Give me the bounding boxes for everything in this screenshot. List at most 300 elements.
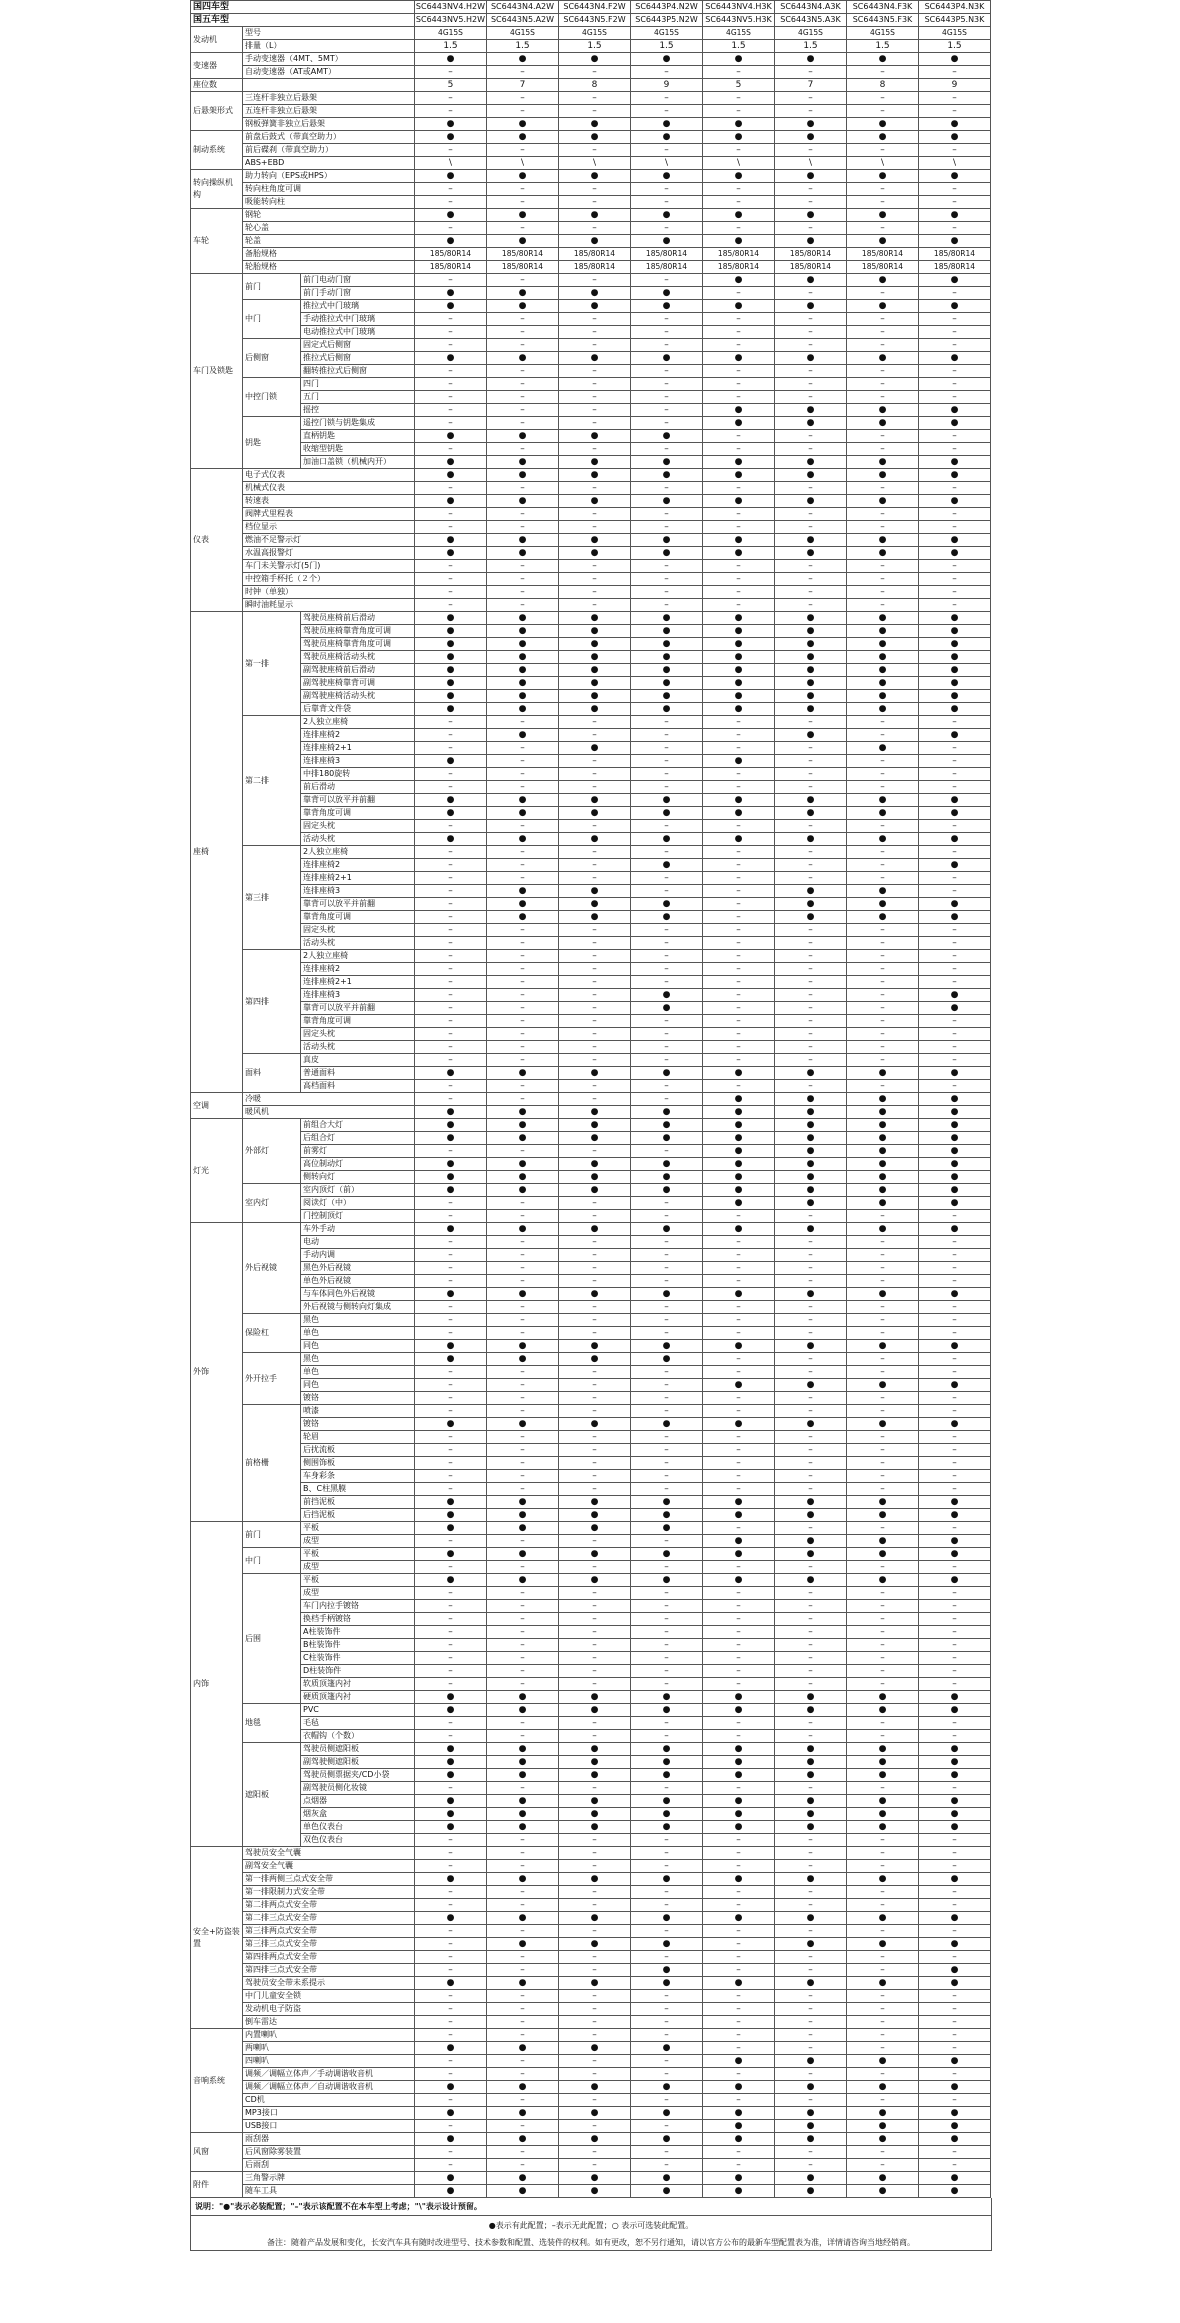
spec-value: ● (847, 1912, 919, 1925)
spec-value: – (847, 1301, 919, 1314)
spec-value: ● (847, 1496, 919, 1509)
spec-value: – (487, 1431, 559, 1444)
spec-value: – (631, 1483, 703, 1496)
spec-value: ● (847, 417, 919, 430)
spec-value: ● (919, 1223, 991, 1236)
spec-value: ● (487, 300, 559, 313)
spec-value: ● (703, 1158, 775, 1171)
spec-value: – (631, 1613, 703, 1626)
spec-value: ● (415, 612, 487, 625)
spec-value: \ (847, 157, 919, 170)
spec-value: – (487, 599, 559, 612)
spec-value: ● (847, 1509, 919, 1522)
spec-value: ● (487, 1067, 559, 1080)
spec-value: ● (847, 1938, 919, 1951)
spec-value: – (847, 1925, 919, 1938)
spec-value: – (631, 1925, 703, 1938)
spec-value: ● (631, 1691, 703, 1704)
spec-value: – (703, 1392, 775, 1405)
spec-value: ● (919, 352, 991, 365)
spec-value: ● (487, 1288, 559, 1301)
spec-value: ● (415, 430, 487, 443)
spec-value: – (415, 1561, 487, 1574)
spec-value: – (775, 989, 847, 1002)
spec-value: – (487, 1314, 559, 1327)
model-g5: SC6443NV5.H2W (415, 14, 487, 27)
spec-value: – (559, 2146, 631, 2159)
spec-row (191, 1769, 991, 1782)
spec-value: ● (415, 1977, 487, 1990)
spec-value: ● (703, 53, 775, 66)
spec-value: – (631, 222, 703, 235)
item-label: 后靠背文件袋 (301, 703, 415, 716)
spec-value: – (847, 378, 919, 391)
spec-value: ● (631, 456, 703, 469)
spec-value: 4G15S (559, 27, 631, 40)
spec-value: ● (415, 703, 487, 716)
spec-value: 5 (703, 79, 775, 92)
spec-value: ● (919, 1743, 991, 1756)
spec-value: ● (919, 1769, 991, 1782)
spec-value: – (847, 1561, 919, 1574)
spec-value: ● (559, 638, 631, 651)
spec-row (191, 2081, 991, 2094)
spec-value: – (919, 1626, 991, 1639)
spec-row (191, 1015, 991, 1028)
spec-value: – (775, 1080, 847, 1093)
spec-value: – (847, 1730, 919, 1743)
spec-row (191, 1418, 991, 1431)
spec-value: ● (559, 677, 631, 690)
spec-value: 4G15S (415, 27, 487, 40)
spec-row (191, 833, 991, 846)
item-label: 轮心盖 (243, 222, 415, 235)
spec-value: ● (631, 1496, 703, 1509)
spec-value: – (847, 716, 919, 729)
spec-value: – (487, 755, 559, 768)
spec-value: ● (775, 131, 847, 144)
spec-value: – (559, 1236, 631, 1249)
spec-value: – (415, 898, 487, 911)
spec-value: 185/80R14 (487, 261, 559, 274)
model-g5: SC6443P5.N2W (631, 14, 703, 27)
spec-value: – (487, 1249, 559, 1262)
spec-row (191, 313, 991, 326)
spec-value: ● (631, 625, 703, 638)
item-label: D柱装饰件 (301, 1665, 415, 1678)
spec-value: ● (631, 547, 703, 560)
spec-row (191, 300, 991, 313)
spec-value: – (415, 729, 487, 742)
spec-value: ● (415, 1158, 487, 1171)
spec-value: – (775, 846, 847, 859)
spec-value: ● (559, 1743, 631, 1756)
spec-value: ● (415, 1548, 487, 1561)
spec-value: – (847, 144, 919, 157)
spec-value: ● (847, 2172, 919, 2185)
spec-value: – (919, 391, 991, 404)
item-label: 手动推拉式中门玻璃 (301, 313, 415, 326)
item-label: 双色仪表台 (301, 1834, 415, 1847)
spec-value: ● (847, 2107, 919, 2120)
spec-value: ● (703, 794, 775, 807)
spec-value: ● (703, 2172, 775, 2185)
spec-value: – (559, 989, 631, 1002)
spec-row (191, 521, 991, 534)
spec-value: – (559, 508, 631, 521)
item-label: 吸能转向柱 (243, 196, 415, 209)
item-label: 连排座椅2+1 (301, 872, 415, 885)
item-label: 三连杆非独立后悬架 (243, 92, 415, 105)
item-label: 点烟器 (301, 1795, 415, 1808)
spec-value: – (559, 599, 631, 612)
spec-value: – (919, 2016, 991, 2029)
spec-value: – (415, 1197, 487, 1210)
spec-value: – (775, 1522, 847, 1535)
spec-value: – (487, 1301, 559, 1314)
spec-row (191, 274, 991, 287)
spec-value: ● (919, 1977, 991, 1990)
spec-value: – (487, 1678, 559, 1691)
spec-value: – (775, 339, 847, 352)
spec-value: ● (631, 1743, 703, 1756)
group-label: 中控门锁 (243, 378, 301, 417)
spec-value: ● (703, 1288, 775, 1301)
spec-value: ● (703, 1808, 775, 1821)
spec-value: – (919, 872, 991, 885)
spec-row (191, 1730, 991, 1743)
spec-row (191, 729, 991, 742)
item-label: 机械式仪表 (243, 482, 415, 495)
spec-value: – (559, 1613, 631, 1626)
spec-value: – (559, 1951, 631, 1964)
spec-value: ● (703, 131, 775, 144)
item-label: 镀铬 (301, 1418, 415, 1431)
spec-row (191, 391, 991, 404)
spec-row (191, 1847, 991, 1860)
spec-value: ● (415, 287, 487, 300)
spec-value: ● (703, 209, 775, 222)
spec-value: – (559, 183, 631, 196)
spec-value: ● (559, 1132, 631, 1145)
spec-value: ● (919, 547, 991, 560)
spec-value: – (775, 1860, 847, 1873)
spec-value: ● (847, 1418, 919, 1431)
spec-value: ● (847, 1821, 919, 1834)
spec-value: – (631, 1366, 703, 1379)
section-label: 内饰 (191, 1522, 243, 1847)
spec-value: – (487, 339, 559, 352)
spec-value: ● (487, 1912, 559, 1925)
spec-value: ● (703, 1418, 775, 1431)
spec-value: – (775, 365, 847, 378)
spec-row (191, 846, 991, 859)
spec-value: – (631, 417, 703, 430)
spec-value: ● (487, 833, 559, 846)
spec-value: ● (919, 833, 991, 846)
item-label: 活动头枕 (301, 937, 415, 950)
spec-value: – (703, 872, 775, 885)
spec-value: – (847, 1275, 919, 1288)
spec-value: – (631, 1379, 703, 1392)
spec-value: – (775, 1665, 847, 1678)
spec-value: ● (847, 651, 919, 664)
spec-value: 185/80R14 (775, 261, 847, 274)
spec-value: ● (631, 898, 703, 911)
spec-value: – (487, 1587, 559, 1600)
spec-value: ● (703, 833, 775, 846)
item-label: 后雨刮 (243, 2159, 415, 2172)
item-label: C柱装饰件 (301, 1652, 415, 1665)
spec-value: ● (919, 1197, 991, 1210)
spec-value: ● (775, 729, 847, 742)
spec-value: ● (631, 859, 703, 872)
spec-value: – (631, 1236, 703, 1249)
spec-value: – (775, 573, 847, 586)
spec-value: – (847, 950, 919, 963)
spec-value: ● (415, 1067, 487, 1080)
spec-value: – (559, 586, 631, 599)
spec-value: ● (703, 118, 775, 131)
spec-value: – (415, 2029, 487, 2042)
spec-value: – (415, 1652, 487, 1665)
spec-value: 7 (487, 79, 559, 92)
spec-value: 5 (415, 79, 487, 92)
spec-value: – (415, 144, 487, 157)
spec-value: – (919, 521, 991, 534)
spec-value: – (487, 144, 559, 157)
spec-value: – (919, 1678, 991, 1691)
spec-value: ● (631, 1704, 703, 1717)
spec-value: ● (775, 1197, 847, 1210)
spec-row (191, 235, 991, 248)
spec-value: – (415, 404, 487, 417)
spec-value: – (415, 1613, 487, 1626)
spec-value: – (487, 989, 559, 1002)
spec-value: ● (631, 1756, 703, 1769)
spec-row (191, 2029, 991, 2042)
spec-value: ● (631, 2081, 703, 2094)
spec-value: – (415, 963, 487, 976)
spec-value: – (415, 2003, 487, 2016)
section-label: 外饰 (191, 1223, 243, 1522)
spec-value: – (919, 1639, 991, 1652)
spec-row (191, 1990, 991, 2003)
spec-value: ● (919, 2120, 991, 2133)
section-label: 空调 (191, 1093, 243, 1119)
spec-value: – (559, 1717, 631, 1730)
spec-value: – (703, 820, 775, 833)
item-label: 单色 (301, 1366, 415, 1379)
spec-value: ● (487, 287, 559, 300)
spec-value: – (919, 1860, 991, 1873)
spec-value: – (415, 1951, 487, 1964)
spec-value: ● (487, 1548, 559, 1561)
group-label: 外开拉手 (243, 1353, 301, 1405)
spec-value: – (415, 1405, 487, 1418)
spec-value: ● (487, 885, 559, 898)
spec-value: – (631, 1899, 703, 1912)
item-label: 驾驶员侧票据夹/CD小袋 (301, 1769, 415, 1782)
spec-value: ● (559, 1548, 631, 1561)
item-label: 前挡泥板 (301, 1496, 415, 1509)
spec-value: – (415, 1834, 487, 1847)
spec-value: – (703, 1470, 775, 1483)
spec-row (191, 1340, 991, 1353)
spec-value: – (703, 1990, 775, 2003)
spec-value: – (487, 1236, 559, 1249)
spec-value: – (415, 976, 487, 989)
spec-row (191, 1938, 991, 1951)
spec-value: ● (847, 2185, 919, 2198)
spec-value: – (703, 508, 775, 521)
spec-value: ● (775, 807, 847, 820)
spec-value: – (703, 560, 775, 573)
spec-row (191, 677, 991, 690)
spec-value: ● (703, 1704, 775, 1717)
spec-value: – (919, 1652, 991, 1665)
spec-value: ● (559, 885, 631, 898)
spec-value: – (775, 482, 847, 495)
spec-value: – (775, 2003, 847, 2016)
spec-value: – (487, 768, 559, 781)
spec-row (191, 2133, 991, 2146)
spec-value: – (847, 820, 919, 833)
spec-value: – (847, 859, 919, 872)
spec-value: ● (847, 1067, 919, 1080)
spec-row (191, 599, 991, 612)
group-label: 后侧窗 (243, 339, 301, 378)
spec-value: – (487, 183, 559, 196)
spec-value: ● (847, 1379, 919, 1392)
spec-row (191, 508, 991, 521)
spec-value: – (847, 729, 919, 742)
spec-value: – (775, 1041, 847, 1054)
spec-value: – (631, 1444, 703, 1457)
spec-value: ● (703, 2120, 775, 2133)
spec-value: – (487, 1990, 559, 2003)
spec-value: ● (919, 1808, 991, 1821)
spec-value: ● (703, 1743, 775, 1756)
spec-value: – (559, 326, 631, 339)
spec-value: – (847, 1717, 919, 1730)
spec-value: – (487, 937, 559, 950)
model-g5: SC6443N5.F3K (847, 14, 919, 27)
spec-value: – (487, 2094, 559, 2107)
spec-value: – (775, 1613, 847, 1626)
spec-value: – (703, 2068, 775, 2081)
spec-row (191, 2055, 991, 2068)
spec-value: – (631, 1314, 703, 1327)
spec-value: ● (919, 2107, 991, 2120)
spec-value: – (559, 1535, 631, 1548)
spec-value: ● (487, 235, 559, 248)
group-label: 钥匙 (243, 417, 301, 469)
spec-value: ● (919, 53, 991, 66)
spec-value: – (703, 1275, 775, 1288)
spec-value: – (631, 1886, 703, 1899)
spec-value: ● (415, 1795, 487, 1808)
spec-row (191, 1886, 991, 1899)
spec-value: ● (775, 1418, 847, 1431)
spec-value: ● (631, 612, 703, 625)
spec-value: – (415, 1366, 487, 1379)
spec-value: ● (703, 1795, 775, 1808)
spec-value: – (415, 1626, 487, 1639)
spec-value: 185/80R14 (847, 248, 919, 261)
spec-value: – (415, 1782, 487, 1795)
spec-value: – (487, 1639, 559, 1652)
spec-value: – (847, 430, 919, 443)
spec-value: ● (487, 911, 559, 924)
spec-value: – (775, 1730, 847, 1743)
spec-value: – (631, 378, 703, 391)
spec-value: – (415, 1301, 487, 1314)
spec-value: ● (415, 547, 487, 560)
spec-value: ● (415, 2081, 487, 2094)
spec-value: ● (415, 1496, 487, 1509)
spec-value: – (559, 1444, 631, 1457)
spec-value: ● (775, 1743, 847, 1756)
item-label: 三角警示牌 (243, 2172, 415, 2185)
spec-value: – (415, 1717, 487, 1730)
spec-value: ● (919, 131, 991, 144)
spec-value: ● (487, 625, 559, 638)
section-label: 仪表 (191, 469, 243, 612)
spec-value: – (415, 1444, 487, 1457)
spec-value: – (487, 365, 559, 378)
spec-value: – (415, 1327, 487, 1340)
spec-value: – (703, 391, 775, 404)
section-label: 座位数 (191, 79, 243, 92)
spec-value: – (919, 924, 991, 937)
spec-value: ● (559, 807, 631, 820)
item-label: 收缩型钥匙 (301, 443, 415, 456)
spec-value: ● (847, 807, 919, 820)
spec-value: ● (487, 1938, 559, 1951)
spec-value: ● (919, 300, 991, 313)
spec-value: ● (487, 2172, 559, 2185)
spec-value: – (919, 1717, 991, 1730)
spec-value: ● (847, 547, 919, 560)
spec-value: ● (559, 2133, 631, 2146)
spec-value: – (775, 1366, 847, 1379)
spec-value: ● (703, 1223, 775, 1236)
spec-row (191, 248, 991, 261)
spec-value: ● (487, 430, 559, 443)
spec-value: – (775, 742, 847, 755)
spec-value: ● (919, 1574, 991, 1587)
spec-value: – (703, 1301, 775, 1314)
spec-value: ● (559, 2107, 631, 2120)
spec-value: ● (919, 1093, 991, 1106)
spec-value: – (847, 365, 919, 378)
spec-row (191, 1821, 991, 1834)
spec-value: – (559, 144, 631, 157)
spec-value: – (487, 1145, 559, 1158)
spec-value: – (703, 2146, 775, 2159)
spec-value: – (703, 768, 775, 781)
spec-value: ● (559, 170, 631, 183)
spec-value: – (631, 2094, 703, 2107)
item-label: 同色 (301, 1379, 415, 1392)
spec-value: – (919, 482, 991, 495)
spec-value: ● (703, 274, 775, 287)
section-label: 座椅 (191, 612, 243, 1093)
spec-value: – (847, 1444, 919, 1457)
spec-value: ● (775, 690, 847, 703)
spec-value: ● (919, 1548, 991, 1561)
